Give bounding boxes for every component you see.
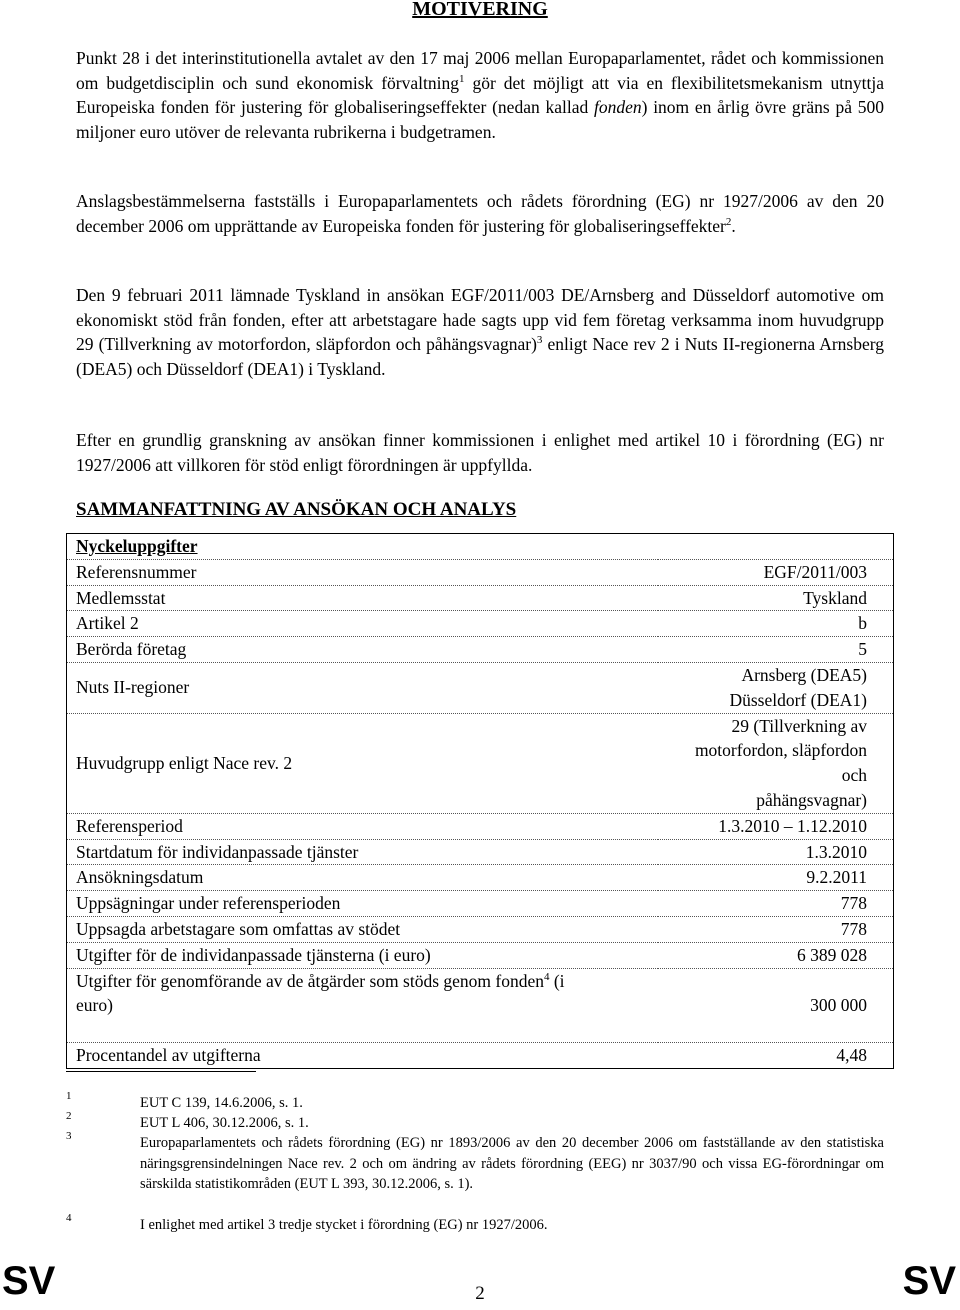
footnote-ref-3[interactable]: 3 [536,334,543,347]
row-label-text-b: (i euro) [76,970,565,1016]
row-label: Nuts II-regioner [67,662,658,713]
row-value: 5 [658,637,894,663]
key-data-table [66,533,894,1069]
row-label: Referensnummer [67,559,658,585]
paragraph-2-text-b: . [731,215,736,236]
row-label: Procentandel av utgifterna [76,1045,261,1066]
row-label [67,968,658,1043]
footnote-4 [66,1212,884,1236]
paragraph-1-text-a: Punkt 28 i det interinstitutionella avtalet av den 17 maj 2006 mellan Europaparlamentet, rådet och kommissionen om budgetdisciplin och sund ekonomisk förvaltning [76,48,884,93]
row-label-text-a: Utgifter för genomförande av de åtgärder som stöds genom fonden [76,970,544,991]
language-code-left: SV [2,1259,56,1303]
table-title: Nyckeluppgifter [67,534,894,560]
summary-heading: SAMMANFATTNING AV ANSÖKAN OCH ANALYS [76,499,517,520]
value-line: motorfordon, släpfordon och [694,740,867,786]
footnote-3 [66,1130,884,1195]
row-value: 4,48 [836,1045,867,1066]
table-row [67,813,894,839]
language-code-right: SV [902,1259,956,1303]
row-label: Huvudgrupp enligt Nace rev. 2 [67,713,658,813]
footnote-text: EUT L 406, 30.12.2006, s. 1. [140,1115,309,1131]
footnote-ref-2[interactable]: 2 [725,215,732,228]
row-label: Startdatum för individanpassade tjänster [67,839,658,865]
table-row [67,611,894,637]
row-label: Uppsägningar under referensperioden [67,891,658,917]
footnote-ref-4[interactable]: 4 [543,970,550,983]
page-heading: MOTIVERING [412,0,548,20]
table-row [67,942,894,968]
footnote-number: 4 [66,1212,72,1224]
row-value: 300 000 [658,968,894,1043]
footnote-number: 1 [66,1090,72,1102]
row-value [658,713,894,813]
row-value: 1.3.2010 – 1.12.2010 [658,813,894,839]
row-label: Berörda företag [67,637,658,663]
row-value: 9.2.2011 [658,865,894,891]
paragraph-2-text-a: Anslagsbestämmelserna fastställs i Europaparlamentets och rådets förordning (EG) nr 1927/2006 av den 20 december 2006 om upprättande av Europeiska fonden för justering för globaliseringseffekter [76,191,884,236]
table-row [67,968,894,1043]
paragraph-3-text-b: enligt Nace rev 2 i Nuts II-regionerna Arnsberg (DEA5) och Düsseldorf (DEA1) i Tyskland. [76,334,884,380]
paragraph-2 [76,189,884,238]
row-value: 778 [658,891,894,917]
value-line: påhängsvagnar) [756,789,867,810]
paragraph-1-emphasis: fonden [593,97,642,118]
table-row [67,891,894,917]
paragraph-1-text-b: gör det möjligt att via en flexibilitetsmekanism utnyttja Europeiska fonden för justering för globaliseringseffekter (nedan kallad [76,72,884,118]
row-label: Utgifter för de individanpassade tjänsterna (i euro) [67,942,658,968]
table-row [67,1043,894,1069]
footnote-number: 2 [66,1110,72,1122]
row-value: EGF/2011/003 [658,559,894,585]
footnote-2 [66,1110,884,1134]
table-row [67,839,894,865]
footnote-text: Europaparlamentets och rådets förordning (EG) nr 1893/2006 av den 20 december 2006 om fastställande av den statistiska näringsgrensindelningen Nace rev. 2 och om ändring av rådets förordning (EEG) nr 3037/90 och vissa EG-förordningar om särskilda statistikområden (EUT L 393, 30.12.2006, s. 1). [140,1135,884,1192]
footnote-ref-1[interactable]: 1 [459,72,465,85]
paragraph-3 [76,283,884,382]
row-value: 1.3.2010 [658,839,894,865]
table-row [67,916,894,942]
table-row [67,662,894,713]
paragraph-1-text-c: ) inom en årlig övre gräns på 500 miljoner euro utöver de relevanta rubrikerna i budgetramen. [76,97,885,143]
row-value: Tyskland [658,585,894,611]
table-row [67,713,894,813]
footnote-text: I enlighet med artikel 3 tredje stycket i förordning (EG) nr 1927/2006. [140,1217,548,1233]
table-row [67,865,894,891]
table-row [67,585,894,611]
page-number: 2 [475,1283,485,1304]
value-line: Arnsberg (DEA5) [741,664,867,685]
footnote-text: EUT C 139, 14.6.2006, s. 1. [140,1095,303,1111]
row-value: b [658,611,894,637]
table-row [67,559,894,585]
table-row [67,637,894,663]
paragraph-4: Efter en grundlig granskning av ansökan finner kommissionen i enlighet med artikel 10 i förordning (EG) nr 1927/2006 att villkoren för stöd enligt förordningen är uppfyllda. [76,430,884,475]
row-label: Ansökningsdatum [67,865,658,891]
row-label: Referensperiod [67,813,658,839]
row-label: Artikel 2 [67,611,658,637]
paragraph-1 [76,46,884,145]
footnote-1 [66,1090,884,1114]
value-line: Düsseldorf (DEA1) [729,689,867,710]
footnote-number: 3 [66,1130,72,1142]
value-line: 29 (Tillverkning av [731,715,867,736]
paragraph-3-text-a: Den 9 februari 2011 lämnade Tyskland in ansökan EGF/2011/003 DE/Arnsberg and Düsseldorf automotive om ekonomiskt stöd från fonden, efter att arbetstagare hade sagts upp vid fem företag verksamma inom huvudgrupp 29 (Tillverkning av motorfordon, släpfordon och påhängsvagnar) [76,285,884,355]
row-label: Medlemsstat [67,585,658,611]
footnote-separator [66,1071,256,1072]
row-value: 6 389 028 [658,942,894,968]
row-label: Uppsagda arbetstagare som omfattas av stödet [67,916,658,942]
row-value [658,662,894,713]
row-value: 778 [658,916,894,942]
